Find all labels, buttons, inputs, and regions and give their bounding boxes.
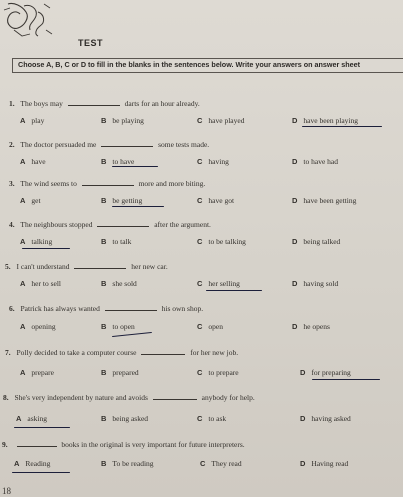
option-c[interactable]: C have got: [197, 196, 235, 205]
question-pre-text: Patrick has always wanted: [20, 304, 100, 313]
answer-blank[interactable]: [141, 348, 185, 355]
question-post-text: after the argument.: [154, 220, 211, 229]
question-post-text: for her new job.: [190, 348, 239, 357]
question-2: [0, 140, 403, 180]
option-d[interactable]: D Having read: [300, 459, 349, 468]
answer-blank[interactable]: [101, 140, 153, 147]
question-post-text: books in the original is very important for future interpreters.: [61, 440, 245, 449]
page-number: 18: [2, 486, 11, 496]
question-number: 5.: [5, 262, 11, 271]
handwritten-underline: [112, 166, 158, 167]
question-post-text: more and more biting.: [138, 179, 206, 188]
option-c[interactable]: C They read: [200, 459, 242, 468]
option-a[interactable]: A prepare: [20, 368, 54, 377]
answer-blank[interactable]: [97, 220, 149, 227]
test-title: TEST: [78, 38, 104, 48]
option-a[interactable]: A get: [20, 196, 41, 205]
option-c[interactable]: C to be talking: [197, 237, 246, 246]
question-stem: [9, 99, 200, 108]
option-a[interactable]: A play: [20, 116, 45, 125]
option-a[interactable]: A asking: [16, 414, 48, 423]
option-b[interactable]: B be getting: [101, 196, 143, 205]
question-6: [0, 304, 403, 344]
option-b[interactable]: B she sold: [101, 279, 137, 288]
option-d[interactable]: D have been getting: [292, 196, 357, 205]
answer-blank[interactable]: [153, 393, 197, 400]
question-number: 9.: [2, 440, 8, 449]
question-7: [0, 348, 403, 388]
option-d[interactable]: D having asked: [300, 414, 351, 423]
question-pre-text: The neighbours stopped: [20, 220, 93, 229]
question-pre-text: Polly decided to take a computer course: [16, 348, 137, 357]
instructions-text: Choose A, B, C or D to fill in the blanks in the sentences below. Write your answers on answer sheet: [18, 60, 361, 69]
question-stem: [9, 140, 209, 149]
option-b[interactable]: B prepared: [101, 368, 139, 377]
question-9: [0, 440, 403, 480]
option-a[interactable]: A her to sell: [20, 279, 61, 288]
question-number: 6.: [9, 304, 15, 313]
answer-blank[interactable]: [82, 179, 134, 186]
answer-blank[interactable]: [68, 99, 120, 106]
question-stem: [9, 304, 203, 313]
question-stem: [2, 440, 245, 449]
answer-blank[interactable]: [74, 262, 126, 269]
option-c[interactable]: C her selling: [197, 279, 240, 288]
question-stem: [9, 179, 205, 188]
question-number: 2.: [9, 140, 15, 149]
handwritten-underline: [112, 332, 152, 337]
option-b[interactable]: B To be reading: [101, 459, 154, 468]
option-c[interactable]: C have played: [197, 116, 245, 125]
handwritten-underline: [14, 427, 70, 428]
question-4: [0, 220, 403, 260]
question-number: 8.: [3, 393, 9, 402]
question-pre-text: The boys may: [20, 99, 63, 108]
option-d[interactable]: D being talked: [292, 237, 341, 246]
question-number: 1.: [9, 99, 15, 108]
question-post-text: some tests made.: [158, 140, 210, 149]
answer-blank[interactable]: [105, 304, 157, 311]
question-number: 4.: [9, 220, 15, 229]
option-c[interactable]: C open: [197, 322, 224, 331]
option-a[interactable]: A Reading: [14, 459, 51, 468]
option-b[interactable]: B to talk: [101, 237, 132, 246]
answer-blank[interactable]: [17, 440, 57, 447]
option-a[interactable]: A talking: [20, 237, 53, 246]
question-post-text: darts for an hour already.: [124, 99, 200, 108]
handwritten-underline: [112, 206, 164, 207]
question-post-text: her new car.: [131, 262, 168, 271]
option-d[interactable]: D for preparing: [300, 368, 351, 377]
question-stem: [3, 393, 255, 402]
handwritten-underline: [12, 472, 70, 473]
question-1: [0, 99, 403, 139]
option-a[interactable]: A have: [20, 157, 46, 166]
question-post-text: anybody for help.: [201, 393, 255, 402]
question-pre-text: The wind seems to: [20, 179, 77, 188]
option-d[interactable]: D have been playing: [292, 116, 358, 125]
question-stem: [9, 220, 211, 229]
option-b[interactable]: B being asked: [101, 414, 149, 423]
question-pre-text: She's very independent by nature and avoids: [14, 393, 148, 402]
question-number: 7.: [5, 348, 11, 357]
option-b[interactable]: B be playing: [101, 116, 144, 125]
option-b[interactable]: B to open: [101, 322, 135, 331]
option-d[interactable]: D having sold: [292, 279, 339, 288]
option-c[interactable]: C having: [197, 157, 229, 166]
question-8: [0, 393, 403, 433]
option-d[interactable]: D he opens: [292, 322, 330, 331]
handwritten-underline: [206, 290, 262, 291]
option-c[interactable]: C to prepare: [197, 368, 239, 377]
corner-sketch-icon: [0, 0, 56, 40]
question-post-text: his own shop.: [161, 304, 204, 313]
option-d[interactable]: D to have had: [292, 157, 338, 166]
question-number: 3.: [9, 179, 15, 188]
option-a[interactable]: A opening: [20, 322, 56, 331]
handwritten-underline: [312, 379, 380, 380]
question-stem: [5, 348, 238, 357]
question-stem: [5, 262, 168, 271]
question-5: [0, 262, 403, 302]
handwritten-underline: [22, 248, 70, 249]
question-pre-text: I can't understand: [16, 262, 70, 271]
option-c[interactable]: C to ask: [197, 414, 227, 423]
question-pre-text: The doctor persuaded me: [20, 140, 97, 149]
question-3: [0, 179, 403, 219]
option-b[interactable]: B to have: [101, 157, 135, 166]
handwritten-underline: [302, 126, 382, 127]
